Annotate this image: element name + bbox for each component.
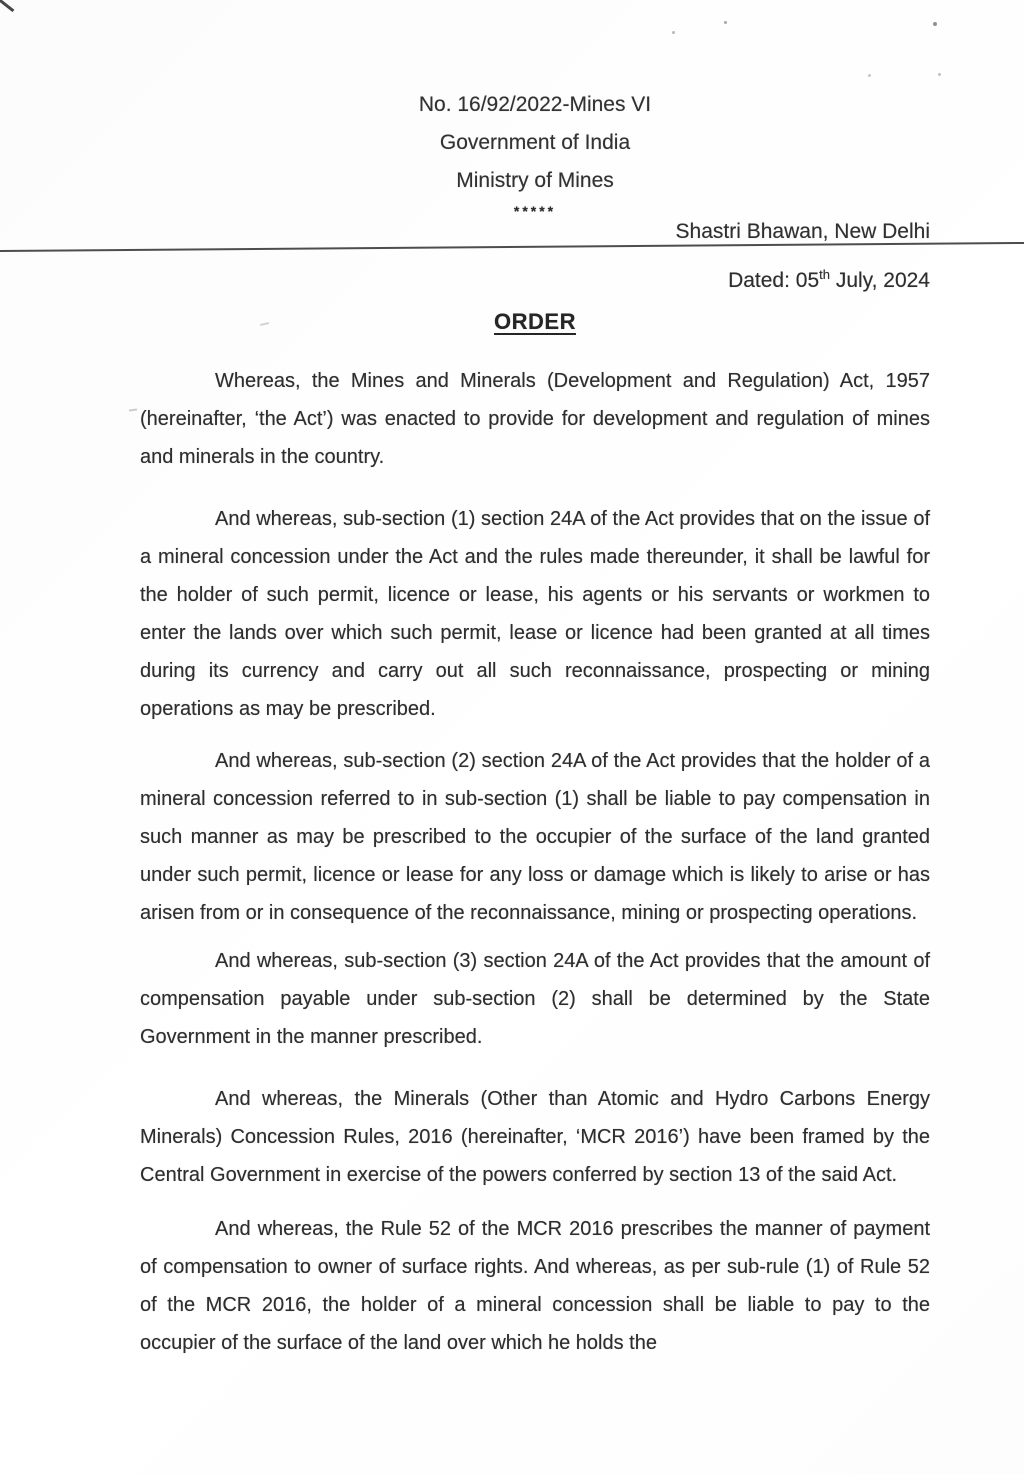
date-suffix: July, 2024 xyxy=(829,269,930,292)
order-body xyxy=(140,362,930,1362)
order-paragraph: And whereas, the Minerals (Other than Atomic and Hydro Carbons Energy Minerals) Concession Rules, 2016 (hereinafter, ‘MCR 2016’) have been framed by the Central Government in exercise of the powers conferred by section 13 of the said Act. xyxy=(140,1088,930,1186)
order-heading xyxy=(140,309,930,335)
scan-speckle xyxy=(868,74,871,77)
scan-speckle xyxy=(724,21,727,24)
order-heading-text: ORDER xyxy=(494,309,576,334)
order-paragraph: And whereas, sub-section (2) section 24A of the Act provides that the holder of a mineral concession referred to in sub-section (1) shall be liable to pay compensation in such manner as may be prescribed to the occupier of the surface of the land granted under such permit, licence or lease for any loss or damage which is likely to arise or has arisen from or in consequence of the reconnaissance, mining or prospecting operations. xyxy=(140,750,930,924)
stars-separator: ***** xyxy=(513,203,557,219)
order-paragraph: And whereas, sub-section (1) section 24A of the Act provides that on the issue of a mineral concession under the Act and the rules made thereunder, it shall be lawful for the holder of such permit, licence or lease, his agents or his servants or workmen to enter the lands over which such permit, lease or licence had been granted at all times during its currency and carry out all such reconnaissance, prospecting or mining operations as may be prescribed. xyxy=(140,508,930,720)
date-line xyxy=(140,269,930,293)
address-line: Shastri Bhawan, New Delhi xyxy=(675,220,930,243)
letterhead xyxy=(140,86,930,222)
date-ordinal-superscript: th xyxy=(819,267,830,282)
scan-speckle xyxy=(938,73,941,76)
order-paragraph: Whereas, the Mines and Minerals (Development and Regulation) Act, 1957 (hereinafter, ‘the Act’) was enacted to provide for development and regulation of mines and minerals in the country. xyxy=(140,370,930,468)
order-paragraph: And whereas, the Rule 52 of the MCR 2016 prescribes the manner of payment of compensation to owner of surface rights. And whereas, as per sub-rule (1) of Rule 52 of the MCR 2016, the holder of a mineral concession shall be liable to pay to the occupier of the surface of the land over which he holds the xyxy=(140,1218,930,1354)
scan-speckle xyxy=(129,408,137,411)
scan-speckle xyxy=(933,22,937,26)
file-number: No. 16/92/2022-Mines VI xyxy=(418,93,652,116)
order-paragraph: And whereas, sub-section (3) section 24A of the Act provides that the amount of compensation payable under sub-section (2) shall be determined by the State Government in the manner prescribed. xyxy=(140,950,930,1048)
date-prefix: Dated: 05 xyxy=(728,269,820,292)
government-line: Government of India xyxy=(439,131,631,154)
ministry-line: Ministry of Mines xyxy=(456,169,614,192)
scan-corner-tick xyxy=(0,0,14,12)
scan-speckle xyxy=(672,31,675,34)
